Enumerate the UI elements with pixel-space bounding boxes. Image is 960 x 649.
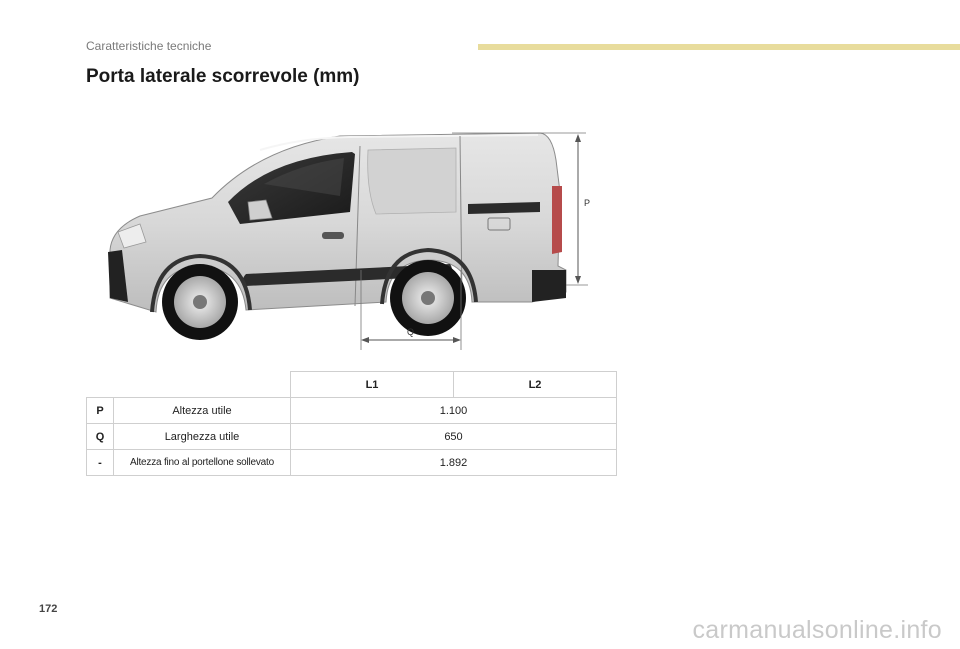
dimension-label-p: P xyxy=(584,198,591,208)
column-header-l1: L1 xyxy=(291,372,454,398)
page-title: Porta laterale scorrevole (mm) xyxy=(86,66,360,87)
table-row xyxy=(87,398,617,424)
row-value: 650 xyxy=(291,424,617,450)
table-row xyxy=(87,450,617,476)
row-value: 1.892 xyxy=(291,450,617,476)
row-code: - xyxy=(87,450,114,476)
rear-wheel xyxy=(390,260,466,336)
page-number: 172 xyxy=(39,603,58,615)
watermark: carmanualsonline.info xyxy=(692,616,942,644)
table-header-row xyxy=(87,372,617,398)
front-wheel xyxy=(162,264,238,340)
row-value: 1.100 xyxy=(291,398,617,424)
dimensions-table xyxy=(86,371,617,476)
row-code: P xyxy=(87,398,114,424)
section-header: Caratteristiche tecniche xyxy=(86,39,212,53)
row-label: Altezza fino al portellone sollevato xyxy=(114,450,291,476)
section-header-bar xyxy=(478,44,960,50)
dimension-label-q: Q xyxy=(407,327,415,337)
van-illustration xyxy=(100,120,620,355)
table-row xyxy=(87,424,617,450)
row-code: Q xyxy=(87,424,114,450)
row-label: Altezza utile xyxy=(114,398,291,424)
row-label: Larghezza utile xyxy=(114,424,291,450)
column-header-l2: L2 xyxy=(454,372,617,398)
